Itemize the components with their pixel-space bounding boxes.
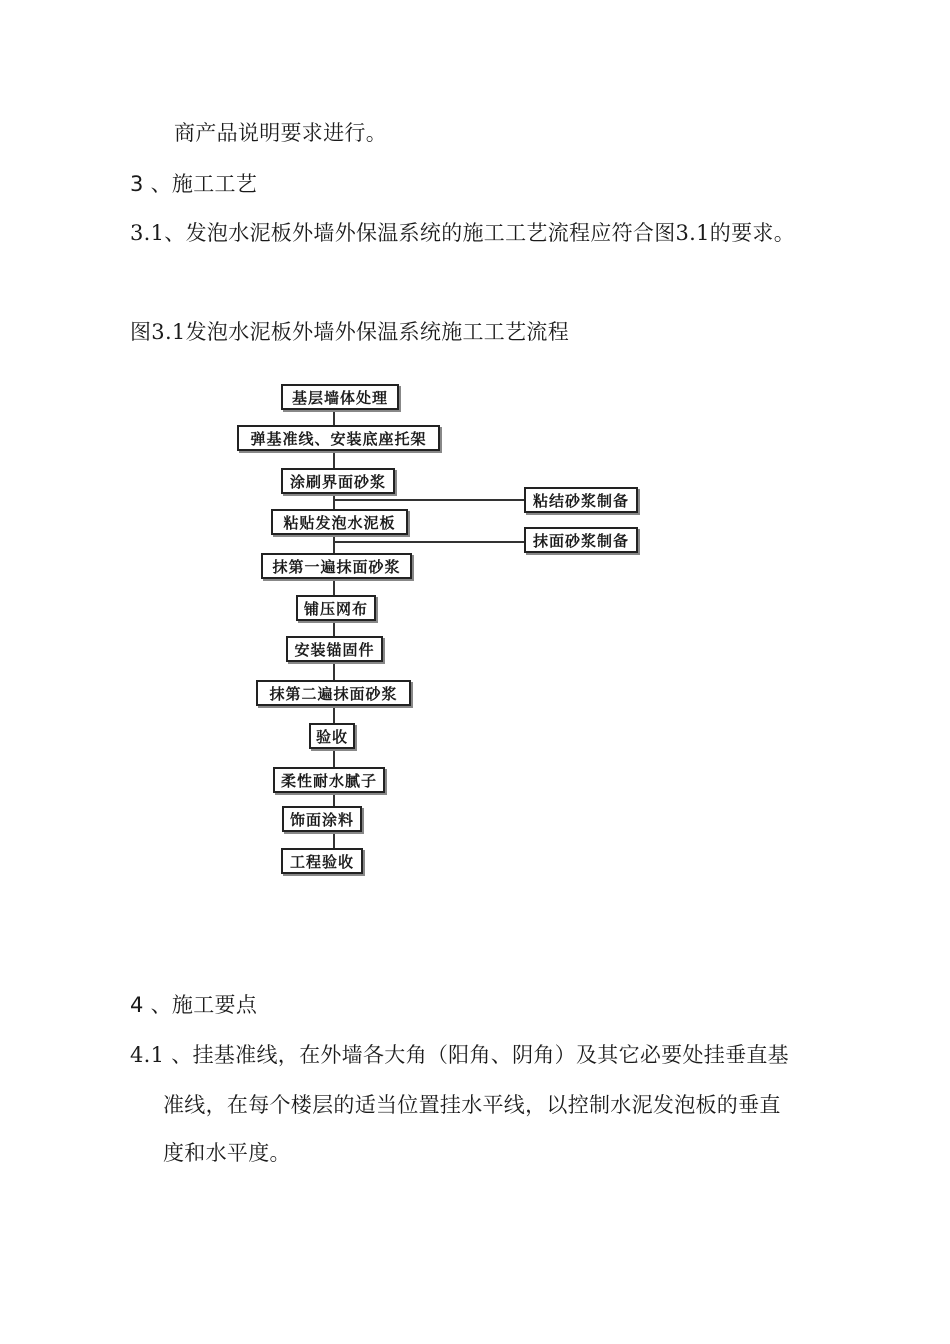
flow-step-anchor: 安装锚固件 [286, 636, 383, 662]
flow-step-first-plaster: 抹第一遍抹面砂浆 [261, 553, 412, 579]
flow-step-interface-mortar: 涂刷界面砂浆 [281, 468, 395, 494]
flow-step-putty: 柔性耐水腻子 [273, 767, 385, 793]
paragraph-continuation: 商产品说明要求进行。 [174, 121, 387, 145]
flow-step-base-wall-treatment: 基层墙体处理 [281, 384, 399, 410]
flow-step-second-plaster: 抹第二遍抹面砂浆 [256, 680, 411, 706]
section-heading-3: 3 、施工工艺 [130, 172, 258, 196]
paragraph-4-1-line-2: 准线，在每个楼层的适当位置挂水平线，以控制水泥发泡板的垂直 [163, 1093, 781, 1117]
flow-step-project-acceptance: 工程验收 [281, 848, 363, 874]
flow-side-step-plaster-mortar: 抹面砂浆制备 [524, 527, 638, 553]
flow-side-step-bonding-mortar: 粘结砂浆制备 [524, 487, 638, 513]
flow-step-datum-line-bracket: 弹基准线、安装底座托架 [237, 425, 440, 451]
paragraph-4-1-line-1: 4.1 、挂基准线，在外墙各大角（阳角、阴角）及其它必要处挂垂直基 [130, 1043, 789, 1067]
flow-step-paste-board: 粘贴发泡水泥板 [271, 509, 408, 535]
paragraph-3-1: 3.1、发泡水泥板外墙外保温系统的施工工艺流程应符合图3.1的要求。 [130, 221, 795, 245]
paragraph-4-1-line-3: 度和水平度。 [163, 1141, 291, 1165]
flow-connector-branch-1 [334, 499, 527, 501]
flow-step-inspection: 验收 [309, 723, 355, 749]
flow-connector-branch-2 [334, 541, 527, 543]
flow-step-mesh: 铺压网布 [296, 595, 376, 621]
section-heading-4: 4 、施工要点 [130, 993, 258, 1017]
figure-caption: 图3.1发泡水泥板外墙外保温系统施工工艺流程 [130, 320, 569, 344]
flow-step-finish-coating: 饰面涂料 [282, 806, 362, 832]
